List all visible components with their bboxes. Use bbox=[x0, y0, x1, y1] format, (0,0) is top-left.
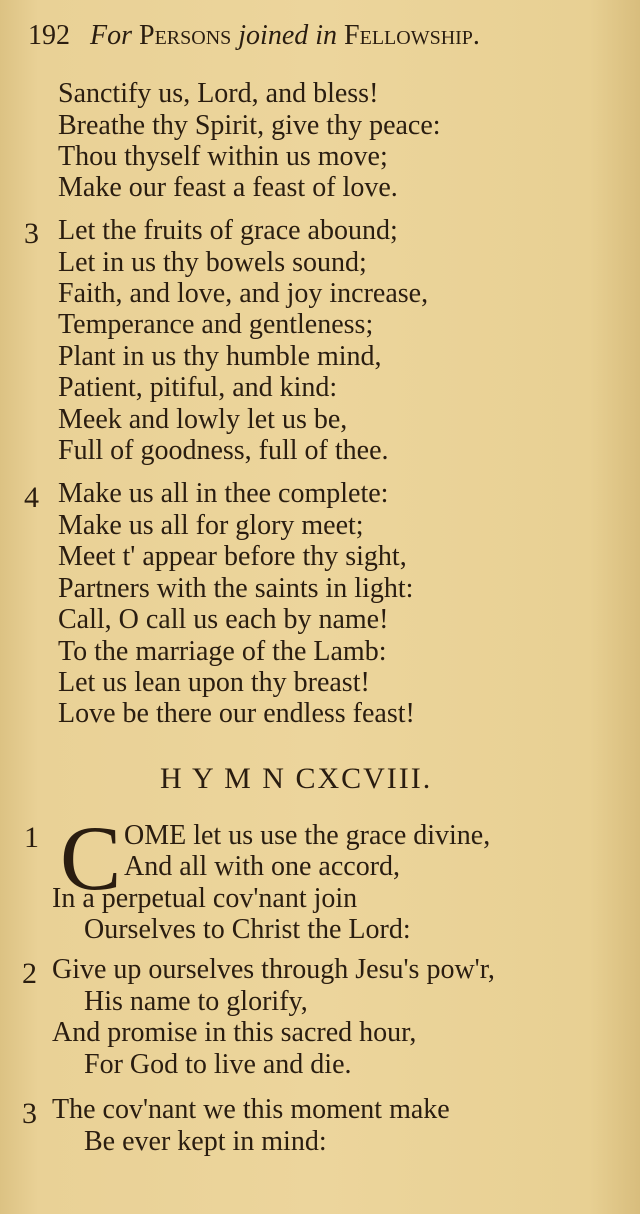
verse-line: Let us lean upon thy breast! bbox=[58, 667, 370, 698]
page-number: 192 bbox=[28, 20, 70, 51]
stanza-number: 1 bbox=[24, 821, 39, 854]
verse-line: Meek and lowly let us be, bbox=[58, 404, 348, 435]
verse-line: For God to live and die. bbox=[84, 1049, 352, 1080]
verse-line: Plant in us thy humble mind, bbox=[58, 341, 382, 372]
stanza-number: 2 bbox=[22, 957, 37, 990]
verse-line: Let the fruits of grace abound; bbox=[58, 215, 398, 246]
verse-line: And promise in this sacred hour, bbox=[52, 1017, 417, 1048]
stanza-number: 3 bbox=[22, 1097, 37, 1130]
hymn-title: H Y M N CXCVIII. bbox=[160, 762, 433, 795]
drop-cap: C bbox=[60, 807, 122, 909]
verse-line: Ourselves to Christ the Lord: bbox=[84, 914, 411, 945]
verse-line: Make us all for glory meet; bbox=[58, 510, 364, 541]
verse-line: To the marriage of the Lamb: bbox=[58, 636, 387, 667]
running-title: For Persons joined in Fellowship. bbox=[90, 20, 480, 51]
stanza-number: 3 bbox=[24, 217, 39, 250]
verse-line: His name to glorify, bbox=[84, 986, 308, 1017]
verse-line: Full of goodness, full of thee. bbox=[58, 435, 389, 466]
verse-line: Be ever kept in mind: bbox=[84, 1126, 327, 1157]
verse-line: Sanctify us, Lord, and bless! bbox=[58, 78, 379, 109]
verse-line: Meet t' appear before thy sight, bbox=[58, 541, 407, 572]
verse-line: Temperance and gentleness; bbox=[58, 309, 374, 340]
verse-line: Thou thyself within us move; bbox=[58, 141, 388, 172]
running-header bbox=[28, 20, 560, 60]
verse-line: Love be there our endless feast! bbox=[58, 698, 415, 729]
verse-line: Patient, pitiful, and kind: bbox=[58, 372, 338, 403]
verse-line: Faith, and love, and joy increase, bbox=[58, 278, 429, 309]
verse-line: In a perpetual cov'nant join bbox=[52, 883, 358, 914]
verse-line: Let in us thy bowels sound; bbox=[58, 247, 367, 278]
verse-line: Make us all in thee complete: bbox=[58, 478, 389, 509]
verse-line: Give up ourselves through Jesu's pow'r, bbox=[52, 954, 495, 985]
verse-line: Breathe thy Spirit, give thy peace: bbox=[58, 110, 441, 141]
verse-line: OME let us use the grace divine, bbox=[124, 820, 491, 851]
verse-line: The cov'nant we this moment make bbox=[52, 1094, 450, 1125]
verse-line: Partners with the saints in light: bbox=[58, 573, 414, 604]
stanza-number: 4 bbox=[24, 481, 39, 514]
verse-line: Call, O call us each by name! bbox=[58, 604, 389, 635]
verse-line: And all with one accord, bbox=[124, 851, 401, 882]
verse-line: Make our feast a feast of love. bbox=[58, 172, 398, 203]
